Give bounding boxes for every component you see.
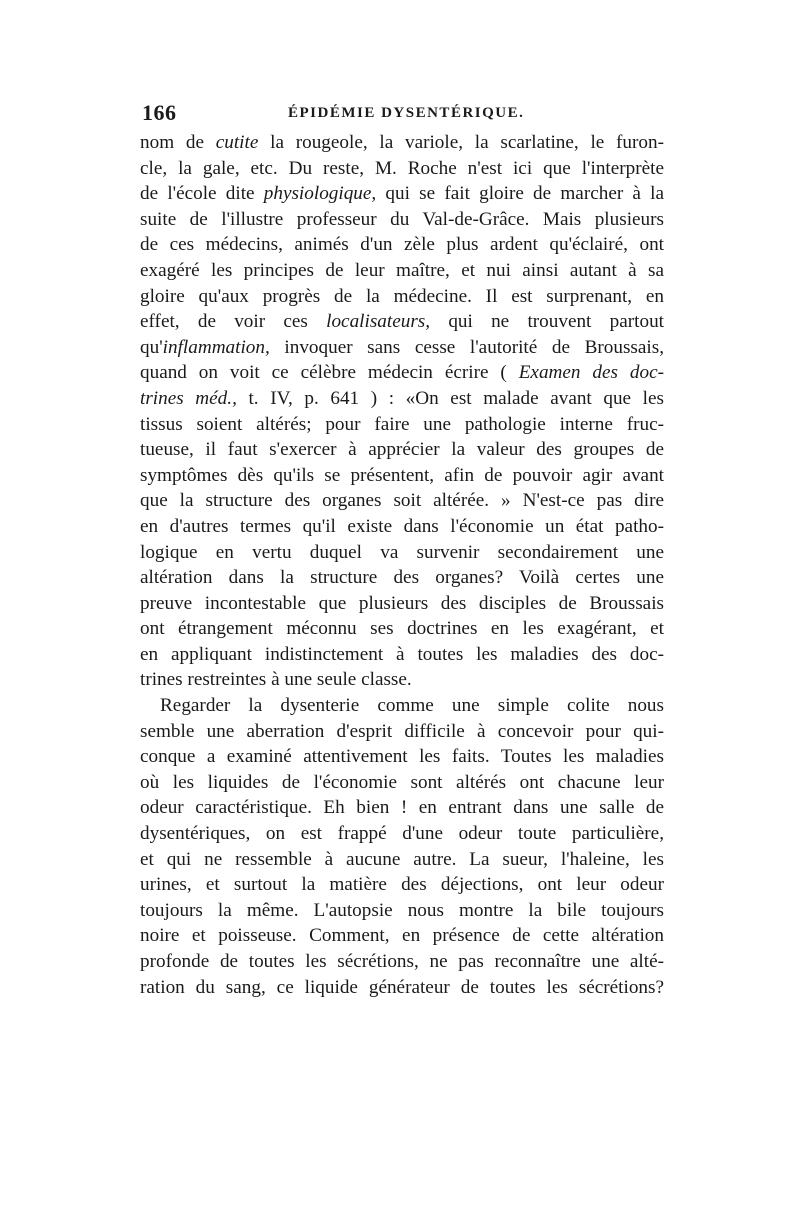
text-line: tueuse, il faut s'exercer à apprécier la valeur des groupes de	[140, 439, 664, 461]
text-line: trines méd., t. IV, p. 641 ) : «On est malade avant que les	[140, 387, 664, 409]
text-line: de l'école dite physiologique, qui se fait gloire de marcher à la	[140, 183, 664, 205]
text-line: altération dans la structure des organes? Voilà certes une	[140, 567, 664, 589]
italic-text: cutite	[215, 132, 259, 153]
italic-text: trines méd.,	[140, 387, 237, 409]
text-line: gloire qu'aux progrès de la médecine. Il est surprenant, en	[140, 285, 664, 307]
text-line: exagéré les principes de leur maître, et nui ainsi autant à sa	[140, 259, 664, 281]
text-line: odeur caractéristique. Eh bien ! en entrant dans une salle de	[140, 797, 664, 819]
text-line: de ces médecins, animés d'un zèle plus ardent qu'éclairé, ont	[140, 234, 664, 256]
text-line: ont étrangement méconnu ses doctrines en les exagérant, et	[140, 618, 664, 640]
text-line: quand on voit ce célèbre médecin écrire ( Examen des doc-	[140, 362, 664, 384]
text-line: trines restreintes à une seule classe.	[140, 669, 412, 691]
text-line: noire et poisseuse. Comment, en présence de cette altération	[140, 925, 664, 947]
text-line: que la structure des organes soit altérée. » N'est-ce pas dire	[140, 490, 664, 512]
text-line: semble une aberration d'esprit difficile à concevoir pour qui-	[140, 720, 664, 742]
text-line: conque a examiné attentivement les faits. Toutes les maladies	[140, 746, 664, 768]
text-line: où les liquides de l'économie sont altérés ont chacune leur	[140, 771, 664, 793]
text-line: qu'inflammation, invoquer sans cesse l'autorité de Broussais,	[140, 336, 664, 358]
text-line: cle, la gale, etc. Du reste, M. Roche n'est ici que l'interprète	[140, 157, 664, 179]
text-line: symptômes dès qu'ils se présentent, afin de pouvoir agir avant	[140, 464, 664, 486]
text-line: Regarder la dysenterie comme une simple colite nous	[160, 695, 664, 717]
text-line: urines, et surtout la matière des déjections, ont leur odeur	[140, 874, 664, 896]
text-line: logique en vertu duquel va survenir secondairement une	[140, 541, 664, 563]
page-number: 166	[142, 100, 177, 125]
text-line: dysentériques, on est frappé d'une odeur toute particulière,	[140, 823, 664, 845]
text-line: ration du sang, ce liquide générateur de toutes les sécrétions?	[140, 976, 664, 998]
text-line: effet, de voir ces localisateurs, qui ne trouvent partout	[140, 311, 664, 333]
running-title: ÉPIDÉMIE DYSENTÉRIQUE.	[288, 105, 525, 121]
text-line: en d'autres termes qu'il existe dans l'économie un état patho-	[140, 515, 664, 537]
italic-text: physiologique,	[263, 183, 377, 205]
text-line: suite de l'illustre professeur du Val-de-Grâce. Mais plusieurs	[140, 208, 664, 230]
italic-text: inflammation,	[162, 336, 270, 358]
text-line: toujours la même. L'autopsie nous montre la bile toujours	[140, 899, 664, 921]
text-line: profonde de toutes les sécrétions, ne pas reconnaître une alté-	[140, 951, 664, 972]
italic-text: Examen des doc-	[518, 362, 664, 384]
text-line: nom de cutite la rougeole, la variole, la scarlatine, le furon-	[140, 132, 664, 153]
text-line: preuve incontestable que plusieurs des disciples de Broussais	[140, 592, 664, 614]
body-text	[140, 130, 664, 1000]
text-line: en appliquant indistinctement à toutes les maladies des doc-	[140, 643, 664, 665]
text-line: tissus soient altérés; pour faire une pathologie interne fruc-	[140, 413, 664, 435]
page-header	[140, 100, 664, 130]
text-line: et qui ne ressemble à aucune autre. La sueur, l'haleine, les	[140, 848, 664, 870]
italic-text: localisateurs,	[326, 311, 431, 333]
